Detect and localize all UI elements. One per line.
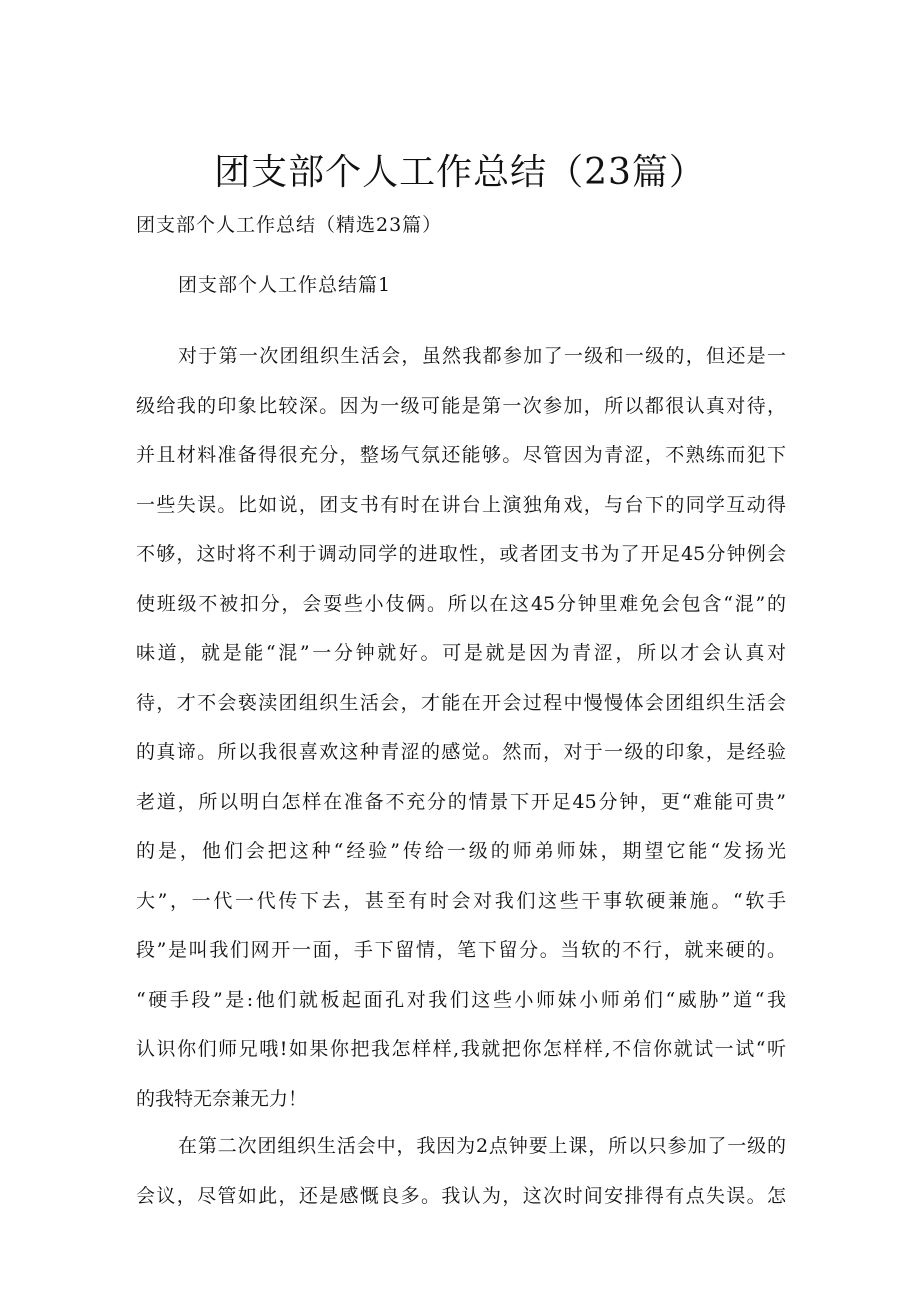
paragraph-line: 段”是叫我们网开一面，手下留情，笔下留分。当软的不行，就来硬的。 [136,939,786,961]
paragraph-line: 并且材料准备得很充分，整场气氛还能够。尽管因为青涩，不熟练而犯下 [136,444,786,466]
paragraph-line: 老道，所以明白怎样在准备不充分的情景下开足45分钟，更“难能可贵” [136,790,786,813]
paragraph-line: “硬手段”是:他们就板起面孔对我们这些小师妹小师弟们“威胁”道“我 [136,988,786,1011]
paragraph-line: 一些失误。比如说，团支书有时在讲台上演独角戏，与台下的同学互动得 [136,493,786,516]
paragraph-line: 会议，尽管如此，还是感慨良多。我认为，这次时间安排得有点失误。怎 [136,1184,786,1207]
paragraph-line: 在第二次团组织生活会中，我因为2点钟要上课，所以只参加了一级的 [178,1135,786,1157]
section-heading: 团支部个人工作总结篇1 [178,274,392,296]
document-title: 团支部个人工作总结（23篇） [214,152,706,193]
paragraph-line: 使班级不被扣分，会耍些小伎俩。所以在这45分钟里难免会包含“混”的 [136,592,786,615]
paragraph-line: 认识你们师兄哦!如果你把我怎样样,我就把你怎样样,不信你就试一试“听 [136,1038,786,1060]
paragraph-1 [136,332,786,1124]
paragraph-line: 的真谛。所以我很喜欢这种青涩的感觉。然而，对于一级的印象，是经验 [136,741,786,763]
paragraph-line: 大”，一代一代传下去，甚至有时会对我们这些干事软硬兼施。“软手 [136,889,786,912]
paragraph-line: 味道，就是能“混”一分钟就好。可是就是因为青涩，所以才会认真对 [136,642,786,664]
paragraph-2 [136,1122,786,1221]
paragraph-line: 级给我的印象比较深。因为一级可能是第一次参加，所以都很认真对待， [136,394,786,417]
paragraph-line: 的是，他们会把这种“经验”传给一级的师弟师妹，期望它能“发扬光 [136,840,786,862]
document-subtitle: 团支部个人工作总结（精选23篇） [136,214,443,236]
paragraph-line: 对于第一次团组织生活会，虽然我都参加了一级和一级的，但还是一 [178,345,786,367]
paragraph-line: 待，才不会亵渎团组织生活会，才能在开会过程中慢慢体会团组织生活会 [136,691,786,714]
paragraph-line: 的我特无奈兼无力！ [136,1087,308,1110]
paragraph-line: 不够，这时将不利于调动同学的进取性，或者团支书为了开足45分钟例会 [136,543,786,565]
